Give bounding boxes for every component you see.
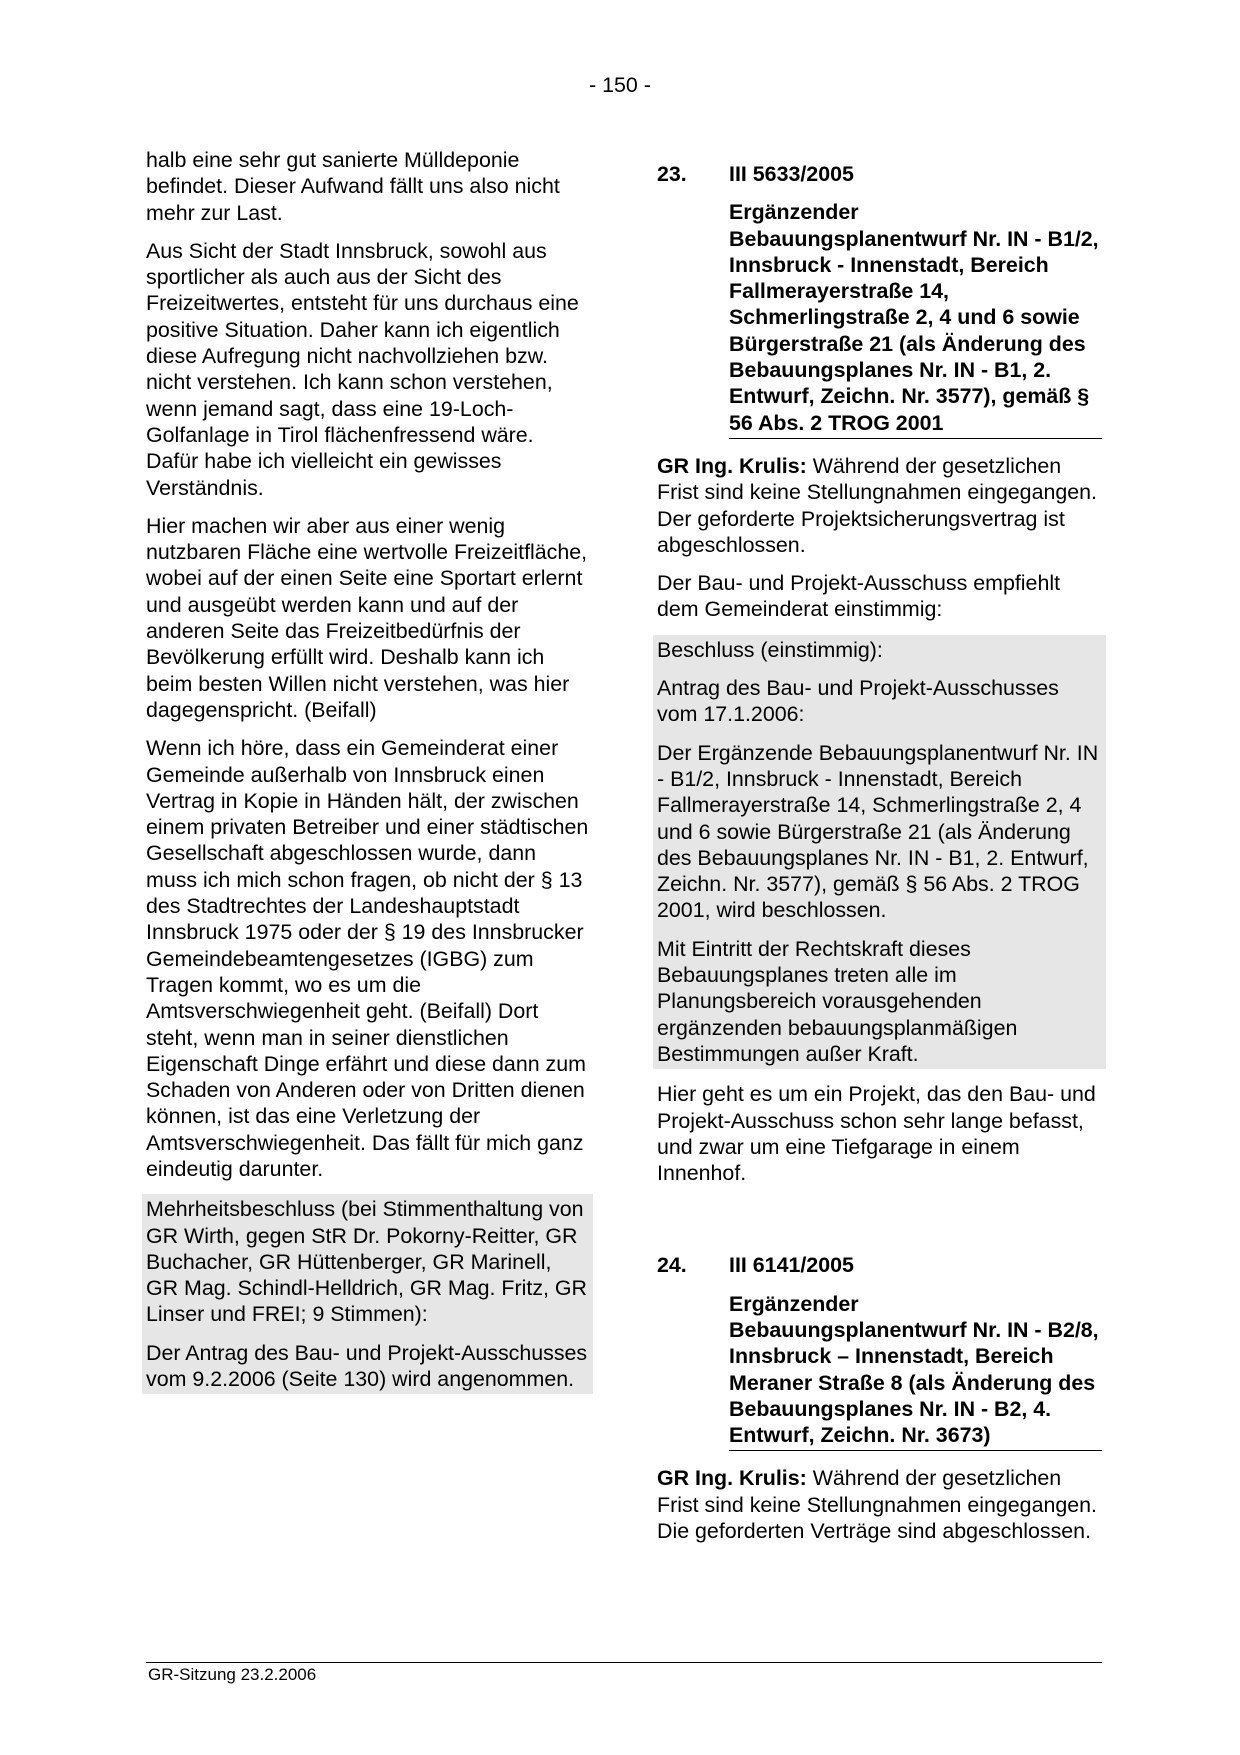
footer-text: GR-Sitzung 23.2.2006 xyxy=(148,1665,317,1684)
speaker-name: GR Ing. Krulis: xyxy=(657,1466,807,1491)
paragraph: Der Bau- und Projekt-Ausschuss empfiehlt dem Gemeinderat einstimmig: xyxy=(657,571,1061,622)
agenda-item-header xyxy=(657,1252,1102,1278)
paragraph: halb eine sehr gut sanierte Mülldeponie befindet. Dieser Aufwand fällt uns also nicht mehr zur Last. xyxy=(146,148,560,225)
paragraph: Hier geht es um ein Projekt, das den Bau- und Projekt-Ausschuss schon sehr lange befasst, und zwar um eine Tiefgarage in einem Innenhof. xyxy=(657,1082,1096,1186)
resolution-text: Mehrheitsbeschluss (bei Stimmenthaltung von GR Wirth, gegen StR Dr. Pokorny-Reitter, GR Buchacher, GR Hüttenberger, GR Marinell, GR Mag. Schindl-Helldrich, GR Mag. Fritz, GR Linser und FREI; 9 Stimmen): xyxy=(146,1197,587,1327)
agenda-item-title: Ergänzender Bebauungsplanentwurf Nr. IN - B1/2, Innsbruck - Innenstadt, Bereich Fallmerayerstraße 14, Schmerlingstraße 2, 4 und 6 sowie Bürgerstraße 21 (als Änderung des Bebauungsplanes Nr. IN - B1, 2. Entwurf, Zeichn. Nr. 3577), gemäß § 56 Abs. 2 TROG 2001 xyxy=(729,199,1102,439)
speech-text: Während der gesetzlichen Frist sind keine Stellungnahmen eingegangen. Der geforderte Projektsicherungsvertrag ist abgeschlossen. xyxy=(657,453,1097,557)
agenda-item-24 xyxy=(657,1252,1102,1451)
resolution-text: Beschluss (einstimmig): xyxy=(657,637,883,662)
speech xyxy=(657,453,1102,558)
right-column xyxy=(657,161,1102,1556)
resolution-box xyxy=(653,635,1106,1069)
speech-text: Während der gesetzlichen Frist sind keine Stellungnahmen eingegangen. Die geforderten Verträge sind abgeschlossen. xyxy=(657,1466,1097,1544)
agenda-item-23 xyxy=(657,161,1102,439)
agenda-item-title: Ergänzender Bebauungsplanentwurf Nr. IN - B2/8, Innsbruck – Innenstadt, Bereich Meraner Straße 8 (als Änderung des Bebauungsplanes Nr. IN - B2, 4. Entwurf, Zeichn. Nr. 3673) xyxy=(729,1291,1102,1452)
speaker-name: GR Ing. Krulis: xyxy=(657,453,807,478)
resolution-text: Der Ergänzende Bebauungsplanentwurf Nr. IN - B1/2, Innsbruck - Innenstadt, Bereich Fallmerayerstraße 14, Schmerlingstraße 2, 4 und 6 sowie Bürgerstraße 21 (als Änderung des Bebauungsplanes Nr. IN - B1, 2. Entwurf, Zeichn. Nr. 3577), gemäß § 56 Abs. 2 TROG 2001, wird beschlossen. xyxy=(657,740,1099,923)
agenda-item-number: 23. xyxy=(657,162,687,186)
paragraph: Wenn ich höre, dass ein Gemeinderat einer Gemeinde außerhalb von Innsbruck einen Vertrag in Kopie in Händen hält, der zwischen einem privaten Betreiber und einer städtischen Gesellschaft abgeschlossen wurde, dann muss ich mich schon fragen, ob nicht der § 13 des Stadtrechtes der Landeshauptstadt Innsbruck 1975 oder der § 19 des Innsbrucker Gemeindebeamtengesetzes (IGBG) zum Tragen kommt, wo es um die Amtsverschwiegenheit geht. (Beifall) Dort steht, wenn man in seiner dienstlichen Eigenschaft Dinge erfährt und diese dann zum Schaden von Anderen oder von Dritten dienen können, ist das eine Verletzung der Amtsverschwiegenheit. Das fällt für mich ganz eindeutig darunter. xyxy=(146,736,589,1181)
speech xyxy=(657,1465,1102,1544)
paragraph: Aus Sicht der Stadt Innsbruck, sowohl aus sportlicher als auch aus der Sicht des Freizeitwertes, entsteht für uns durchaus eine positive Situation. Daher kann ich eigentlich diese Aufregung nicht nachvollziehen bzw. nicht verstehen. Ich kann schon verstehen, wenn jemand sagt, dass eine 19-Loch-Golfanlage in Tirol flächenfressend wäre. Dafür habe ich vielleicht ein gewisses Verständnis. xyxy=(146,238,579,500)
paragraph: Hier machen wir aber aus einer wenig nutzbaren Fläche eine wertvolle Freizeitfläche, wobei auf der einen Seite eine Sportart erlernt und ausgeübt werden kann und auf der anderen Seite das Freizeitbedürfnis der Bevölkerung erfüllt wird. Deshalb kann ich beim besten Willen nicht verstehen, was hier dagegenspricht. (Beifall) xyxy=(146,513,588,722)
resolution-text: Antrag des Bau- und Projekt-Ausschusses vom 17.1.2006: xyxy=(657,676,1059,727)
left-column xyxy=(146,147,589,1394)
agenda-item-ref: III 6141/2005 xyxy=(729,1253,854,1278)
resolution-text: Mit Eintritt der Rechtskraft dieses Bebauungsplanes treten alle im Planungsbereich vorausgehenden ergänzenden bebauungsplanmäßigen Bestimmungen außer Kraft. xyxy=(657,936,1018,1066)
page-number: - 150 - xyxy=(589,73,651,97)
resolution-box xyxy=(142,1194,593,1394)
agenda-item-number: 24. xyxy=(657,1253,687,1278)
resolution-text: Der Antrag des Bau- und Projekt-Ausschusses vom 9.2.2006 (Seite 130) wird angenommen. xyxy=(146,1340,588,1392)
footer-divider xyxy=(146,1662,1102,1663)
agenda-item-header xyxy=(657,161,1102,187)
agenda-item-ref: III 5633/2005 xyxy=(729,162,854,186)
